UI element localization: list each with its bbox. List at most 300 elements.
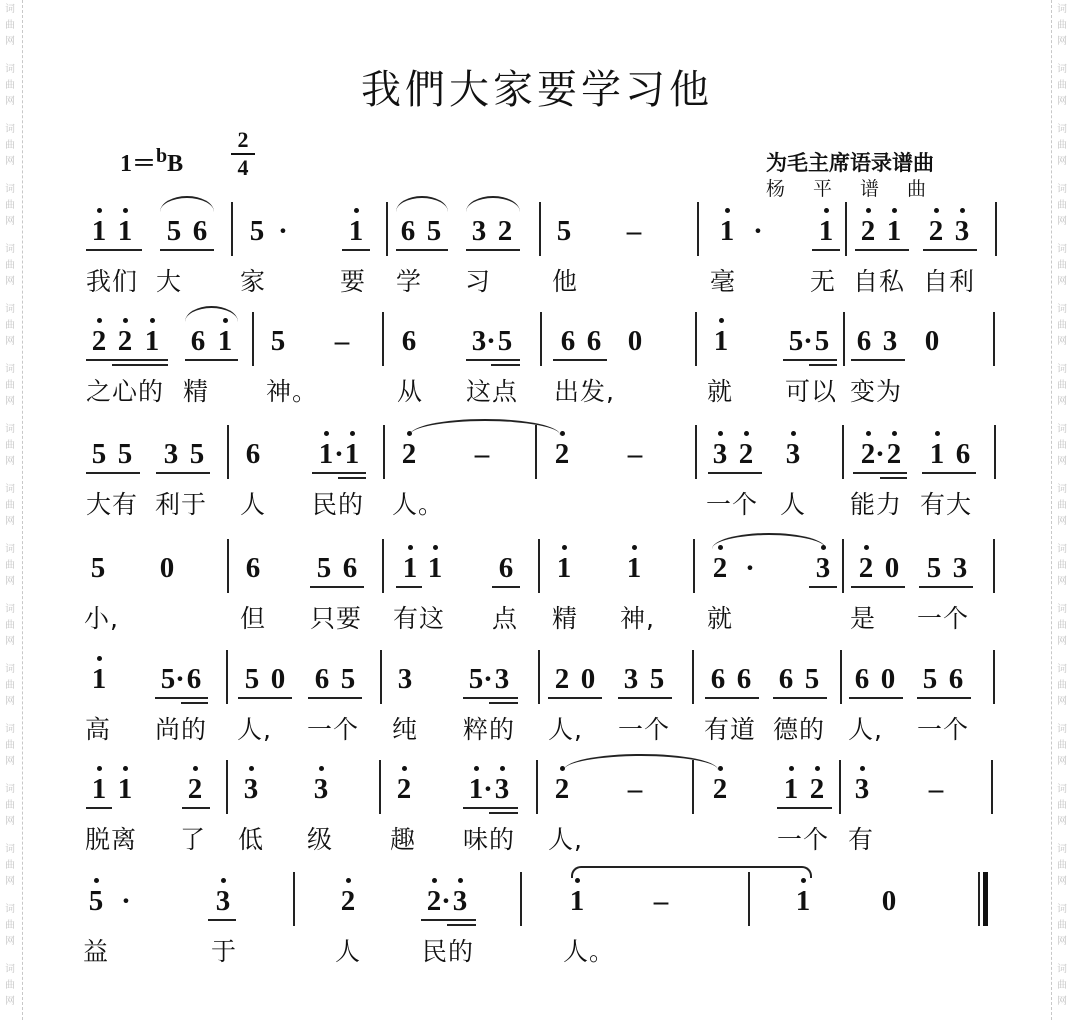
watermark-char: 词 <box>1057 964 1067 975</box>
credit-source: 为毛主席语录谱曲 <box>766 151 934 175</box>
lyric: 可以 <box>785 377 838 406</box>
lyric: 人。 <box>392 490 445 519</box>
dot-extension: · <box>486 325 496 357</box>
barline <box>231 202 233 256</box>
watermark-char: 网 <box>1057 96 1067 107</box>
note: 2 <box>554 773 570 805</box>
note: 1 <box>626 552 642 584</box>
watermark-char: 网 <box>1057 396 1067 407</box>
note: 2 <box>858 552 874 584</box>
lyric: 精 <box>552 604 579 633</box>
lyric: 人 <box>240 490 267 519</box>
dot-extension: · <box>334 438 344 470</box>
note: 6 <box>710 663 726 695</box>
note: 6 <box>314 663 330 695</box>
note: 3 <box>163 438 179 470</box>
watermark-char: 曲 <box>1057 140 1067 151</box>
score-row <box>0 200 1074 300</box>
high-octave-dot <box>725 208 730 213</box>
watermark-char: 词 <box>5 424 15 435</box>
barline <box>840 650 842 704</box>
lyric: 脱离 <box>85 825 138 854</box>
dot-extension: · <box>441 885 451 917</box>
high-octave-dot <box>632 545 637 550</box>
score-row <box>0 870 1074 970</box>
eighth-underline <box>160 249 214 251</box>
note: 6 <box>498 552 514 584</box>
watermark-char: 词 <box>5 184 15 195</box>
high-octave-dot <box>432 878 437 883</box>
lyric: 粹的 <box>463 715 516 744</box>
note: 3 <box>954 215 970 247</box>
slur-tie <box>712 533 826 549</box>
sixteenth-underline <box>181 702 208 704</box>
watermark-char: 网 <box>1057 336 1067 347</box>
eighth-underline <box>548 697 602 699</box>
high-octave-dot <box>433 545 438 550</box>
barline <box>293 872 295 926</box>
lyric: 一个 <box>777 825 830 854</box>
lyric: 低 <box>238 825 265 854</box>
watermark-char: 网 <box>5 216 15 227</box>
lyric: 点 <box>492 604 519 633</box>
eighth-underline <box>156 472 210 474</box>
sixteenth-underline <box>447 924 476 926</box>
watermark-char: 网 <box>5 576 15 587</box>
watermark-char: 网 <box>5 756 15 767</box>
high-octave-dot <box>718 431 723 436</box>
note: 5 <box>649 663 665 695</box>
note: 0 <box>881 885 897 917</box>
note: 0 <box>270 663 286 695</box>
eighth-underline <box>208 919 236 921</box>
watermark-char: 词 <box>1057 424 1067 435</box>
lyric: 精 <box>183 377 210 406</box>
watermark-char: 曲 <box>1057 740 1067 751</box>
lyric: 变为 <box>850 377 903 406</box>
barline <box>226 760 228 814</box>
eighth-underline <box>708 472 762 474</box>
watermark-char: 曲 <box>1057 560 1067 571</box>
watermark-char: 曲 <box>1057 680 1067 691</box>
watermark-char: 词 <box>5 964 15 975</box>
watermark-char: 曲 <box>5 260 15 271</box>
note: 5 <box>160 663 176 695</box>
high-octave-dot <box>150 318 155 323</box>
watermark-char: 曲 <box>1057 920 1067 931</box>
watermark-char: 网 <box>1057 456 1067 467</box>
sixteenth-underline <box>112 364 168 366</box>
eighth-underline <box>922 472 976 474</box>
lyric: 神, <box>620 604 655 633</box>
dot-extension: · <box>753 215 763 247</box>
high-octave-dot <box>718 766 723 771</box>
eighth-underline <box>618 697 672 699</box>
eighth-underline <box>849 697 903 699</box>
note: 3 <box>471 215 487 247</box>
final-barline <box>983 872 988 926</box>
note: 5 <box>788 325 804 357</box>
high-octave-dot <box>324 431 329 436</box>
note: 5 <box>117 438 133 470</box>
note: 1 <box>117 215 133 247</box>
watermark-char: 曲 <box>5 680 15 691</box>
watermark-char: 网 <box>1057 36 1067 47</box>
lyric: 于 <box>211 937 238 966</box>
dot-extension: · <box>278 215 288 247</box>
slur-tie <box>564 754 718 770</box>
watermark-char: 词 <box>1057 184 1067 195</box>
high-octave-dot <box>866 431 871 436</box>
score-row <box>0 648 1074 748</box>
dot-extension: · <box>175 663 185 695</box>
time-signature: 2 4 <box>231 128 255 180</box>
note: 5 <box>922 663 938 695</box>
watermark-char: 词 <box>1057 784 1067 795</box>
sixteenth-underline <box>880 477 907 479</box>
note: 2 <box>117 325 133 357</box>
note: 5 <box>926 552 942 584</box>
high-octave-dot <box>892 431 897 436</box>
lyric: 一个 <box>618 715 671 744</box>
note: 1 <box>468 773 484 805</box>
eighth-underline <box>851 586 905 588</box>
watermark-char: 词 <box>1057 64 1067 75</box>
note: 1 <box>91 663 107 695</box>
high-octave-dot <box>458 878 463 883</box>
lyric: 纯 <box>392 715 419 744</box>
high-octave-dot <box>500 766 505 771</box>
high-octave-dot <box>719 318 724 323</box>
eighth-underline <box>851 359 905 361</box>
high-octave-dot <box>864 545 869 550</box>
note: 2 <box>91 325 107 357</box>
note: 6 <box>778 663 794 695</box>
lyric: 家 <box>240 267 267 296</box>
note: 2 <box>860 215 876 247</box>
sixteenth-underline <box>489 812 518 814</box>
dash-sustain: – <box>928 773 944 805</box>
note: 2 <box>554 663 570 695</box>
note: 1 <box>818 215 834 247</box>
sixteenth-underline <box>489 702 518 704</box>
watermark-char: 曲 <box>1057 80 1067 91</box>
note: 5 <box>814 325 830 357</box>
tie-bracket <box>571 866 812 878</box>
high-octave-dot <box>408 545 413 550</box>
barline <box>538 650 540 704</box>
note: 2 <box>554 438 570 470</box>
barline <box>380 650 382 704</box>
lyric: 一个 <box>706 490 759 519</box>
barline <box>382 539 384 593</box>
lyric: 人 <box>335 937 362 966</box>
watermark-char: 曲 <box>1057 20 1067 31</box>
note: 5 <box>88 885 104 917</box>
lyric: 就 <box>707 604 734 633</box>
note: 1 <box>886 215 902 247</box>
watermark-char: 网 <box>1057 876 1067 887</box>
note: 5 <box>270 325 286 357</box>
watermark-char: 词 <box>1057 904 1067 915</box>
note: 1 <box>217 325 233 357</box>
note: 3 <box>712 438 728 470</box>
barline <box>995 202 997 256</box>
note: 0 <box>880 663 896 695</box>
note: 5 <box>316 552 332 584</box>
dash-sustain: – <box>626 215 642 247</box>
lyric: 人, <box>848 715 883 744</box>
eighth-underline <box>463 807 518 809</box>
lyric: 之心的 <box>86 377 165 406</box>
sixteenth-underline <box>809 364 837 366</box>
watermark-char: 网 <box>5 636 15 647</box>
score-row <box>0 758 1074 858</box>
high-octave-dot <box>560 431 565 436</box>
note: 3 <box>397 663 413 695</box>
lyric: 德的 <box>773 715 826 744</box>
barline <box>227 425 229 479</box>
lyric: 一个 <box>917 604 970 633</box>
dot-extension: · <box>875 438 885 470</box>
lyric: 就 <box>707 377 734 406</box>
eighth-underline <box>492 586 520 588</box>
note: 3 <box>952 552 968 584</box>
note: 1 <box>91 773 107 805</box>
slur-tie <box>185 306 238 322</box>
dot-extension: · <box>483 663 493 695</box>
note: 6 <box>955 438 971 470</box>
watermark-char: 曲 <box>5 980 15 991</box>
note: 1 <box>91 215 107 247</box>
barline <box>539 202 541 256</box>
note: 3 <box>452 885 468 917</box>
note: 0 <box>924 325 940 357</box>
watermark-char: 网 <box>1057 936 1067 947</box>
note: 5 <box>249 215 265 247</box>
note: 2 <box>886 438 902 470</box>
note: 6 <box>854 663 870 695</box>
watermark-char: 网 <box>5 876 15 887</box>
lyric: 人, <box>237 715 272 744</box>
note: 1 <box>929 438 945 470</box>
eighth-underline <box>86 359 168 361</box>
lyric: 自利 <box>923 267 976 296</box>
watermark-char: 网 <box>5 696 15 707</box>
watermark-char: 词 <box>1057 724 1067 735</box>
note: 3 <box>882 325 898 357</box>
watermark-char: 网 <box>1057 996 1067 1007</box>
credit-composer: 杨平谱曲 <box>766 178 955 200</box>
high-octave-dot <box>791 431 796 436</box>
watermark-char: 词 <box>1057 604 1067 615</box>
eighth-underline <box>853 472 907 474</box>
note: 6 <box>856 325 872 357</box>
watermark-char: 曲 <box>1057 200 1067 211</box>
note: 5 <box>497 325 513 357</box>
lyric: 人, <box>548 825 583 854</box>
dot-extension: · <box>483 773 493 805</box>
watermark-char: 词 <box>5 4 15 15</box>
watermark-char: 词 <box>5 544 15 555</box>
lyric: 有 <box>848 825 875 854</box>
dash-sustain: – <box>334 325 350 357</box>
lyric: 我们 <box>86 267 139 296</box>
watermark-char: 网 <box>5 936 15 947</box>
watermark-char: 曲 <box>5 620 15 631</box>
lyric: 这点 <box>466 377 519 406</box>
note: 1 <box>318 438 334 470</box>
watermark-char: 曲 <box>1057 320 1067 331</box>
eighth-underline <box>809 586 837 588</box>
note: 6 <box>736 663 752 695</box>
watermark-char: 词 <box>5 724 15 735</box>
lyric: 学 <box>396 267 423 296</box>
watermark-char: 词 <box>5 904 15 915</box>
high-octave-dot <box>346 878 351 883</box>
lyric: 大 <box>156 267 183 296</box>
high-octave-dot <box>350 431 355 436</box>
lyric: 民的 <box>312 490 365 519</box>
score-row <box>0 537 1074 637</box>
watermark-char: 词 <box>1057 124 1067 135</box>
note: 5 <box>189 438 205 470</box>
note: 1 <box>402 552 418 584</box>
note: 3 <box>215 885 231 917</box>
high-octave-dot <box>575 878 580 883</box>
lyric: 只要 <box>310 604 363 633</box>
sixteenth-underline <box>338 477 366 479</box>
barline <box>536 760 538 814</box>
high-octave-dot <box>123 766 128 771</box>
note: 2 <box>860 438 876 470</box>
watermark-char: 曲 <box>5 80 15 91</box>
watermark-char: 曲 <box>1057 860 1067 871</box>
note: 3 <box>471 325 487 357</box>
lyric: 人。 <box>563 937 616 966</box>
watermark-char: 曲 <box>1057 980 1067 991</box>
high-octave-dot <box>562 545 567 550</box>
watermark-char: 曲 <box>5 800 15 811</box>
barline <box>227 539 229 593</box>
note: 3 <box>785 438 801 470</box>
lyric: 高 <box>85 715 112 744</box>
high-octave-dot <box>960 208 965 213</box>
lyric: 趣 <box>390 825 417 854</box>
note: 3 <box>494 773 510 805</box>
note: 5 <box>244 663 260 695</box>
note: 6 <box>400 215 416 247</box>
lyric: 无 <box>810 267 837 296</box>
final-barline-thin <box>978 872 980 926</box>
eighth-underline <box>421 919 476 921</box>
watermark-char: 网 <box>1057 276 1067 287</box>
lyric: 自私 <box>853 267 906 296</box>
high-octave-dot <box>801 878 806 883</box>
note: 1 <box>144 325 160 357</box>
high-octave-dot <box>97 656 102 661</box>
watermark-char: 网 <box>5 96 15 107</box>
watermark-char: 词 <box>1057 244 1067 255</box>
high-octave-dot <box>123 318 128 323</box>
watermark-char: 词 <box>5 784 15 795</box>
watermark-char: 网 <box>1057 756 1067 767</box>
eighth-underline <box>182 807 210 809</box>
note: 6 <box>401 325 417 357</box>
eighth-underline <box>705 697 759 699</box>
note: 5 <box>804 663 820 695</box>
watermark-char: 网 <box>5 36 15 47</box>
dash-sustain: – <box>627 773 643 805</box>
note: 1 <box>795 885 811 917</box>
watermark-char: 曲 <box>1057 500 1067 511</box>
note: 1 <box>569 885 585 917</box>
eighth-underline <box>919 586 973 588</box>
eighth-underline <box>308 697 362 699</box>
barline <box>843 312 845 366</box>
barline <box>697 202 699 256</box>
eighth-underline <box>396 586 422 588</box>
watermark-char: 网 <box>5 276 15 287</box>
watermark-char: 词 <box>1057 304 1067 315</box>
watermark-char: 曲 <box>5 320 15 331</box>
high-octave-dot <box>744 431 749 436</box>
lyric: 从 <box>397 377 424 406</box>
eighth-underline <box>463 697 518 699</box>
high-octave-dot <box>354 208 359 213</box>
barline <box>540 312 542 366</box>
watermark-char: 网 <box>1057 216 1067 227</box>
barline <box>695 312 697 366</box>
barline <box>383 425 385 479</box>
barline <box>845 202 847 256</box>
eighth-underline <box>86 807 112 809</box>
high-octave-dot <box>935 431 940 436</box>
eighth-underline <box>923 249 977 251</box>
eighth-underline <box>773 697 827 699</box>
eighth-underline <box>342 249 370 251</box>
high-octave-dot <box>402 766 407 771</box>
dash-sustain: – <box>627 438 643 470</box>
watermark-char: 词 <box>5 124 15 135</box>
barline <box>520 872 522 926</box>
eighth-underline <box>783 359 837 361</box>
note: 1 <box>783 773 799 805</box>
note: 5 <box>426 215 442 247</box>
lyric: 能力 <box>850 490 903 519</box>
lyric: 人, <box>548 715 583 744</box>
watermark-char: 词 <box>1057 664 1067 675</box>
lyric: 人 <box>780 490 807 519</box>
note: 2 <box>497 215 513 247</box>
watermark-char: 曲 <box>1057 800 1067 811</box>
barline <box>839 760 841 814</box>
note: 3 <box>313 773 329 805</box>
eighth-underline <box>155 697 208 699</box>
barline <box>252 312 254 366</box>
watermark-char: 曲 <box>1057 260 1067 271</box>
watermark-char: 曲 <box>1057 380 1067 391</box>
watermark-char: 词 <box>1057 544 1067 555</box>
watermark-char: 网 <box>5 156 15 167</box>
watermark-char: 网 <box>1057 576 1067 587</box>
note: 0 <box>159 552 175 584</box>
watermark-char: 网 <box>1057 636 1067 647</box>
note: 2 <box>712 552 728 584</box>
barline <box>842 425 844 479</box>
watermark-char: 词 <box>1057 364 1067 375</box>
note: 2 <box>187 773 203 805</box>
